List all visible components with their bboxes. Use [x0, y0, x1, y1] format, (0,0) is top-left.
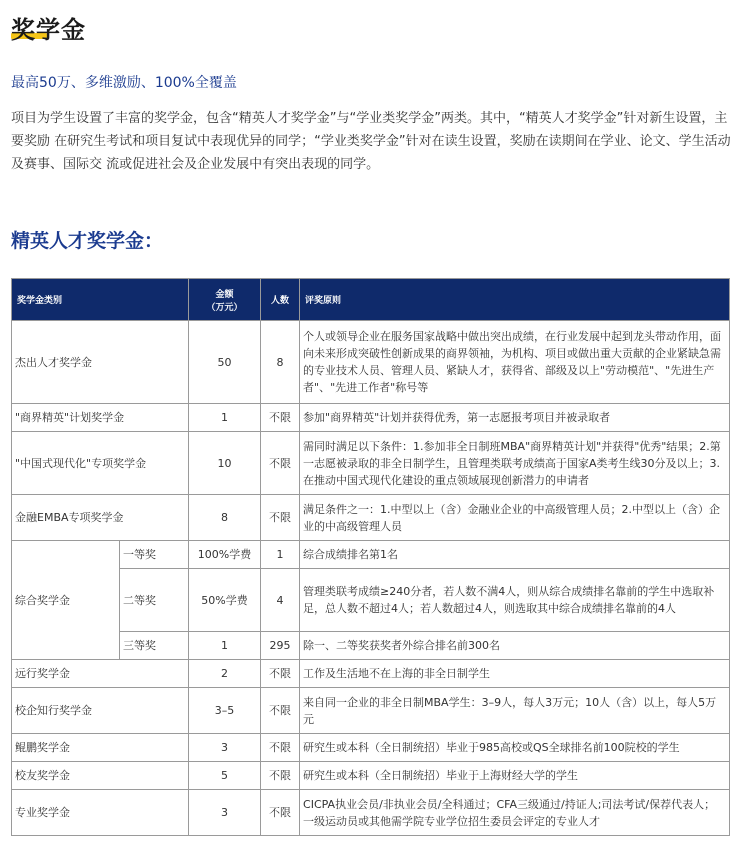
intro-paragraph: 项目为学生设置了丰富的奖学金，包含“精英人才奖学金”与“学业类奖学金”两类。其中，“精英人才奖学金”针对新生设置，主要奖励 在研究生考试和项目复试中表现优异的同学；“学业类奖学金”针对在读生设置，奖励在读期间在学业、论文、学生活动及赛事、国际交 流或促进社会及企业发展中有突出表现的同学。: [11, 111, 731, 172]
row-criteria: 满足条件之一：1.中型以上（含）金融业企业的中高级管理人员；2.中型以上（含）企业的中高级管理人员: [300, 495, 730, 541]
row-amount: 3–5: [189, 688, 261, 734]
table-row: [12, 660, 730, 688]
row-amount: 2: [189, 660, 261, 688]
table-row: [12, 569, 730, 632]
page-title: 奖学金: [11, 16, 86, 44]
table-row: [12, 762, 730, 790]
row-count: 4: [261, 569, 300, 632]
row-category: 综合奖学金: [12, 541, 120, 660]
row-count: 不限: [261, 432, 300, 495]
row-count: 不限: [261, 688, 300, 734]
row-category: 远行奖学金: [12, 660, 189, 688]
row-amount: 100%学费: [189, 541, 261, 569]
row-subcategory: 二等奖: [120, 569, 189, 632]
row-count: 不限: [261, 734, 300, 762]
row-criteria: 研究生或本科（全日制统招）毕业于985高校或QS全球排名前100院校的学生: [300, 734, 730, 762]
row-amount: 3: [189, 734, 261, 762]
row-count: 8: [261, 321, 300, 404]
header-amount: [189, 279, 261, 321]
row-criteria: 来自同一企业的非全日制MBA学生：3–9人，每人3万元；10人（含）以上，每人5万元: [300, 688, 730, 734]
row-criteria: 除一、二等奖获奖者外综合排名前300名: [300, 632, 730, 660]
header-type: 奖学金类别: [12, 279, 189, 321]
row-criteria: 参加"商界精英"计划并获得优秀，第一志愿报考项目并被录取者: [300, 404, 730, 432]
row-criteria: 综合成绩排名第1名: [300, 541, 730, 569]
row-amount: 8: [189, 495, 261, 541]
header-count: 人数: [261, 279, 300, 321]
row-criteria: 工作及生活地不在上海的非全日制学生: [300, 660, 730, 688]
header-criteria: 评奖原则: [300, 279, 730, 321]
row-category: "商界精英"计划奖学金: [12, 404, 189, 432]
row-category: "中国式现代化"专项奖学金: [12, 432, 189, 495]
row-count: 295: [261, 632, 300, 660]
row-amount: 50: [189, 321, 261, 404]
header-amount-line1: 金额: [215, 289, 234, 300]
row-subcategory: 三等奖: [120, 632, 189, 660]
row-amount: 3: [189, 790, 261, 836]
table-row: [12, 632, 730, 660]
row-count: 不限: [261, 495, 300, 541]
row-amount: 1: [189, 632, 261, 660]
table-row: [12, 432, 730, 495]
page-subtitle: 最高50万、多维激励、100%全覆盖: [11, 75, 237, 91]
row-category: 校企知行奖学金: [12, 688, 189, 734]
row-count: 不限: [261, 762, 300, 790]
scholarship-table: [11, 278, 730, 836]
row-count: 不限: [261, 790, 300, 836]
row-category: 金融EMBA专项奖学金: [12, 495, 189, 541]
row-subcategory: 一等奖: [120, 541, 189, 569]
row-criteria: 需同时满足以下条件：1.参加非全日制班MBA"商界精英计划"并获得"优秀"结果；2.第一志愿被录取的非全日制学生，且管理类联考成绩高于国家A类考生线30分及以上；3.在推动中国式现代化建设的重点领域展现创新潜力的申请者: [300, 432, 730, 495]
table-row: [12, 495, 730, 541]
row-category: 校友奖学金: [12, 762, 189, 790]
row-category: 鲲鹏奖学金: [12, 734, 189, 762]
row-amount: 50%学费: [189, 569, 261, 632]
table-row: [12, 688, 730, 734]
table-row: [12, 541, 730, 569]
table-row: [12, 404, 730, 432]
row-criteria: 管理类联考成绩≥240分者，若人数不满4人，则从综合成绩排名靠前的学生中选取补足，总人数不超过4人；若人数超过4人，则选取其中综合成绩排名靠前的4人: [300, 569, 730, 632]
row-criteria: CICPA执业会员/非执业会员/全科通过；CFA三级通过/持证人;司法考试/保荐代表人；一级运动员或其他需学院专业学位招生委员会评定的专业人才: [300, 790, 730, 836]
table-row: [12, 734, 730, 762]
row-criteria: 研究生或本科（全日制统招）毕业于上海财经大学的学生: [300, 762, 730, 790]
table-row: [12, 321, 730, 404]
row-count: 1: [261, 541, 300, 569]
row-amount: 5: [189, 762, 261, 790]
row-count: 不限: [261, 404, 300, 432]
row-amount: 10: [189, 432, 261, 495]
row-amount: 1: [189, 404, 261, 432]
row-category: 专业奖学金: [12, 790, 189, 836]
row-criteria: 个人或领导企业在服务国家战略中做出突出成绩，在行业发展中起到龙头带动作用，面向未来形成突破性创新成果的商界领袖，为机构、项目或做出重大贡献的企业紧缺急需的专业技术人员、管理人员、紧缺人才，获得省、部级及以上"劳动模范"、"先进生产者"、"先进工作者"称号等: [300, 321, 730, 404]
table-header-row: [12, 279, 730, 321]
section-title: 精英人才奖学金：: [11, 230, 164, 252]
row-category: 杰出人才奖学金: [12, 321, 189, 404]
row-count: 不限: [261, 660, 300, 688]
header-amount-line2: （万元）: [206, 302, 243, 313]
table-row: [12, 790, 730, 836]
